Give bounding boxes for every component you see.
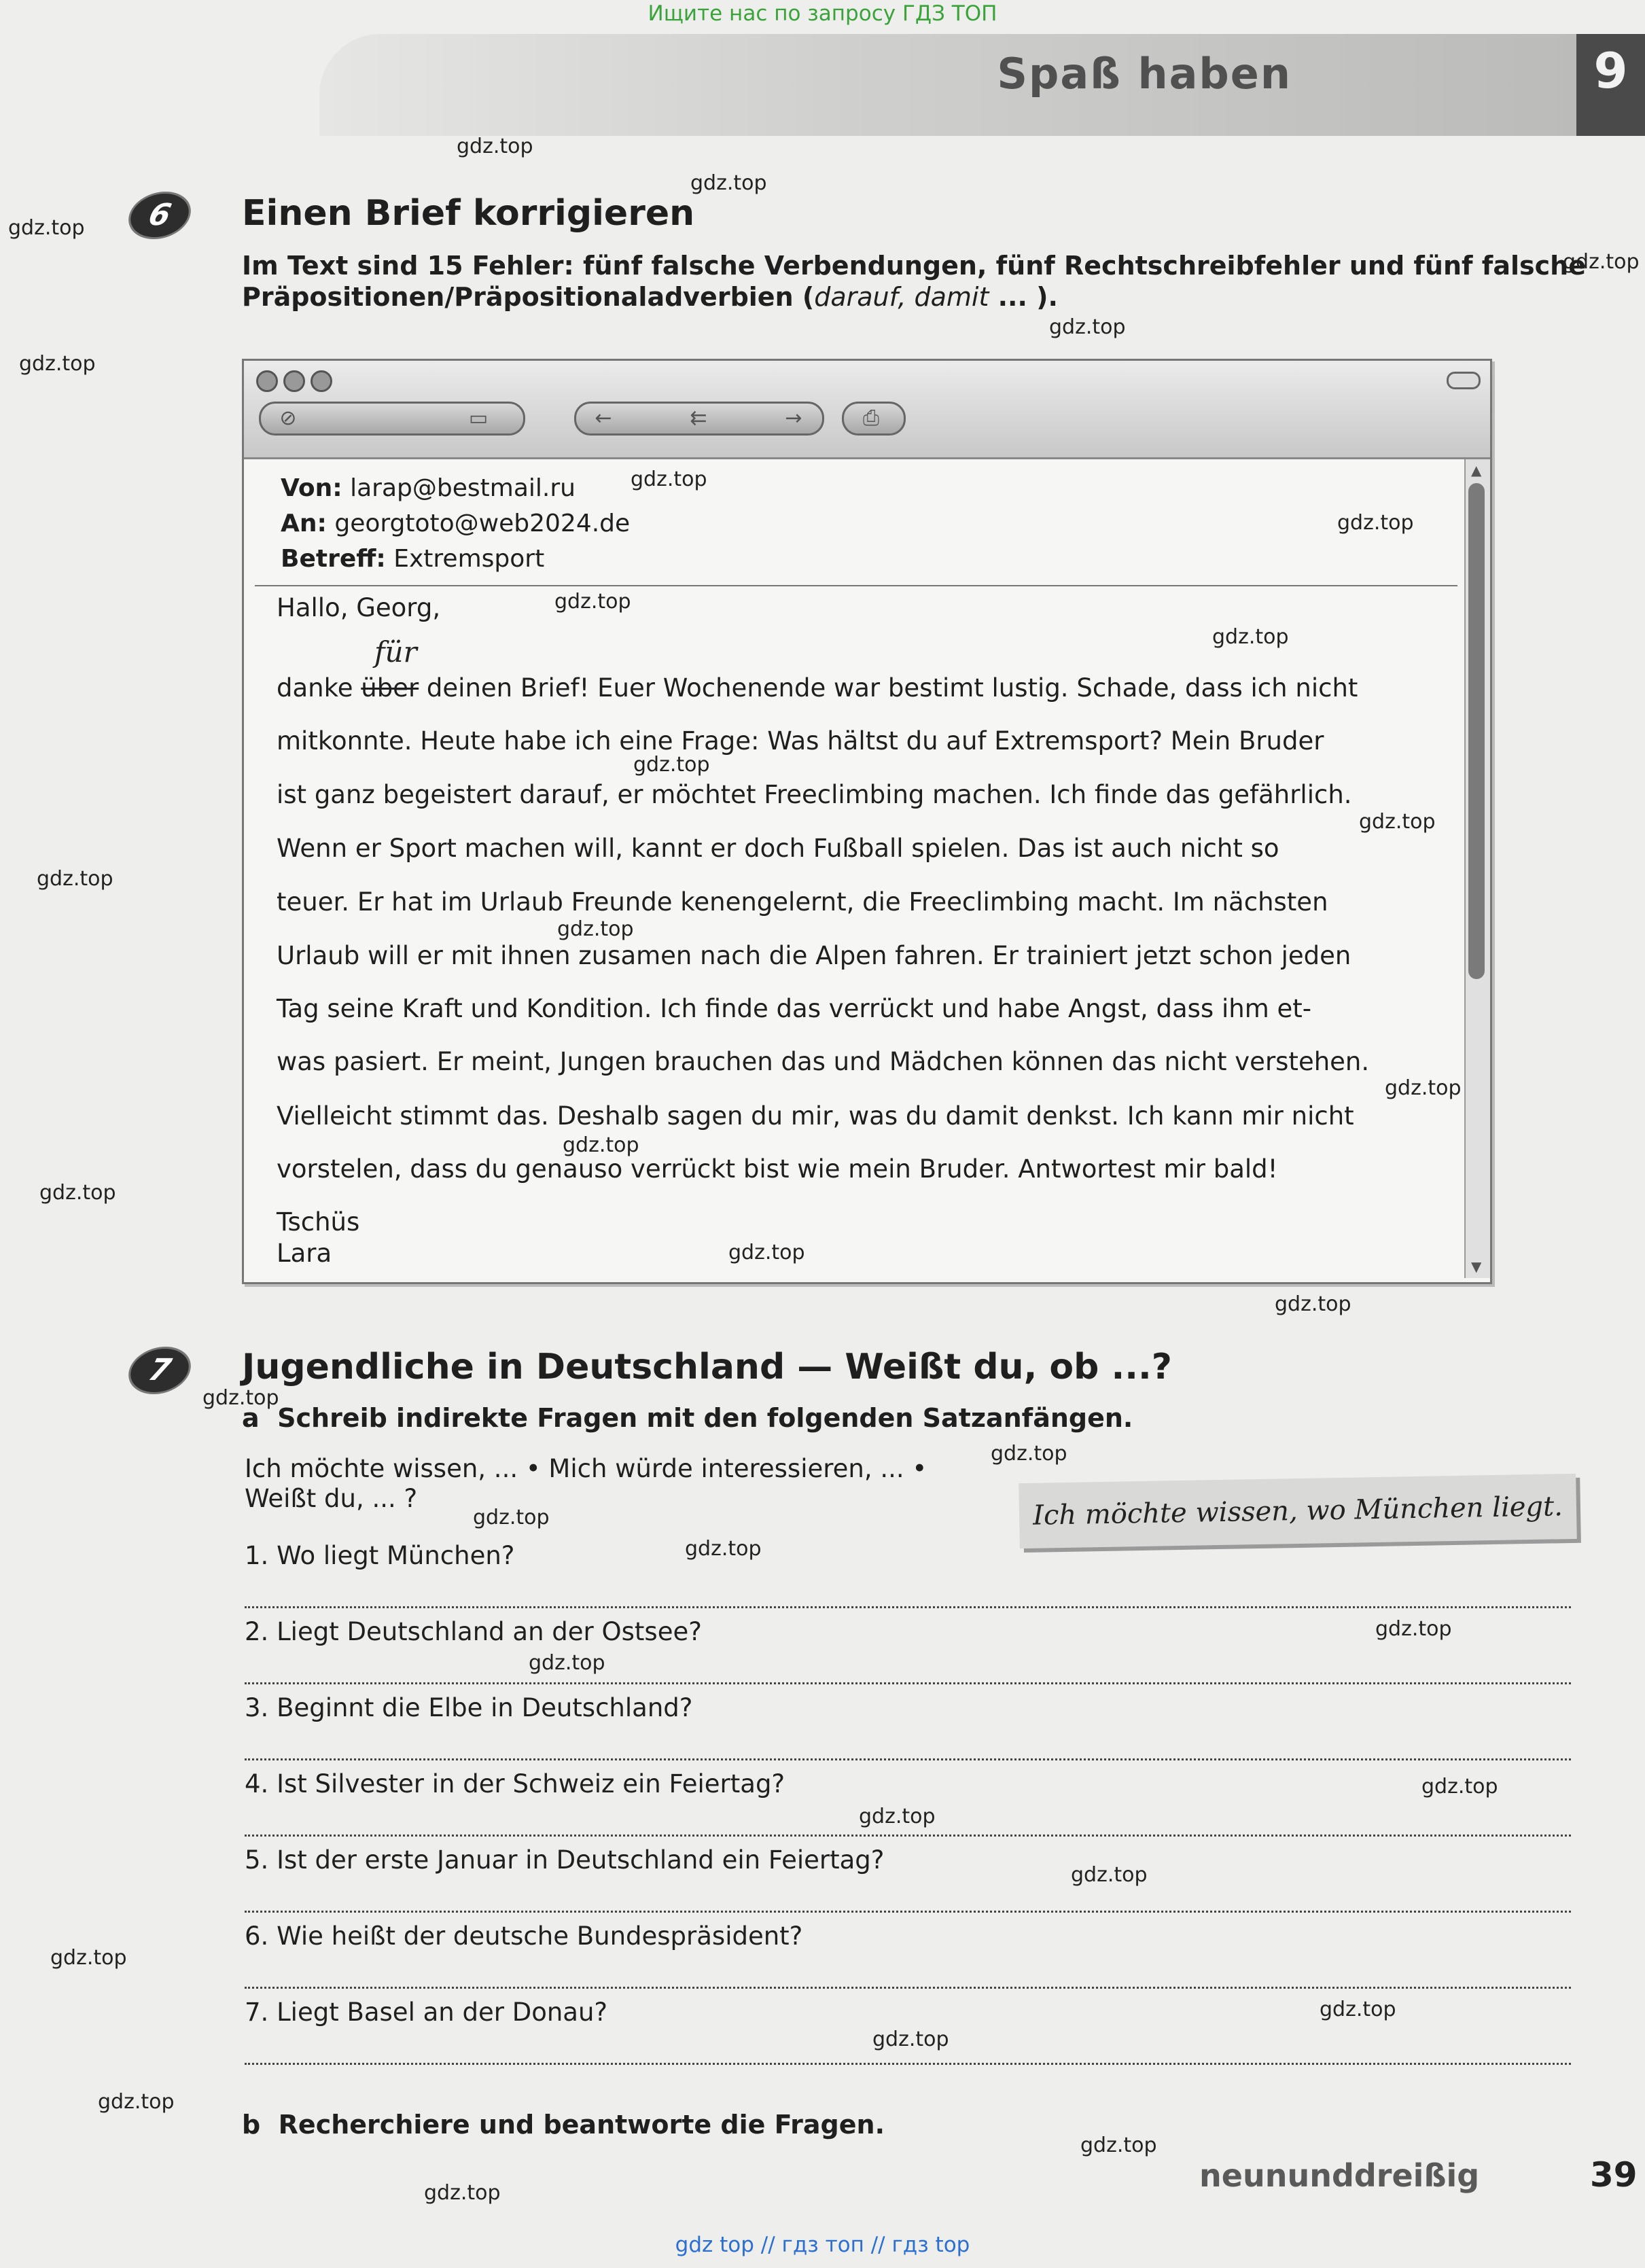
- email-signature: Lara: [277, 1239, 332, 1268]
- reply-all-icon[interactable]: ⇇: [690, 406, 707, 430]
- watermark: gdz.top: [457, 135, 533, 158]
- question-5: 5. Ist der erste Januar in Deutschland ein Feiertag?: [245, 1845, 885, 1875]
- reply-icon[interactable]: ←: [595, 406, 612, 430]
- exercise-6-badge: 6: [123, 192, 196, 239]
- answer-line-4[interactable]: [245, 1835, 1571, 1837]
- watermark: gdz.top: [631, 467, 707, 491]
- forward-icon[interactable]: →: [785, 406, 802, 430]
- watermark: gdz.top: [554, 590, 631, 614]
- email-subject: Betreff: Extremsport: [281, 545, 545, 573]
- chapter-title: Spaß haben: [997, 49, 1292, 99]
- print-button[interactable]: [842, 402, 906, 436]
- watermark: gdz.top: [1080, 2133, 1157, 2157]
- answer-line-3[interactable]: [245, 1758, 1571, 1760]
- window-zoom-dot[interactable]: [311, 370, 332, 392]
- exercise-6-instruction-line2: Präpositionen/Präpositionaladverbien (darauf, damit ... ).: [242, 282, 1058, 312]
- email-line: Urlaub will er mit ihnen zusamen nach die Alpen fahren. Er trainiert jetzt schon jeden: [277, 941, 1351, 970]
- email-header-divider: [255, 585, 1457, 586]
- watermark: gdz.top: [1275, 1292, 1351, 1316]
- question-4: 4. Ist Silvester in der Schweiz ein Feiertag?: [245, 1769, 785, 1799]
- scrollbar-thumb[interactable]: [1468, 483, 1485, 979]
- reply-forward-buttons: [574, 402, 824, 436]
- email-toolbar: [244, 361, 1490, 459]
- watermark: gdz.top: [473, 1506, 550, 1529]
- answer-line-1[interactable]: [245, 1606, 1571, 1608]
- watermark: gdz.top: [991, 1442, 1067, 1466]
- watermark: gdz.top: [557, 917, 634, 941]
- watermark: gdz.top: [690, 171, 767, 195]
- email-line: was pasiert. Er meint, Jungen brauchen das und Mädchen können das nicht verstehen.: [277, 1047, 1370, 1076]
- watermark: gdz.top: [872, 2027, 949, 2051]
- example-note: Ich möchte wissen, wo München liegt.: [1019, 1474, 1577, 1548]
- page-number: 39: [1590, 2155, 1638, 2195]
- save-icon[interactable]: ▭: [468, 406, 489, 430]
- exercise-7b-instruction: b Recherchiere und beantworte die Fragen.: [242, 2110, 885, 2140]
- email-line: vorstelen, dass du genauso verrückt bist wie mein Bruder. Antwortest mir bald!: [277, 1154, 1278, 1184]
- watermark: gdz.top: [8, 216, 85, 240]
- email-scrollbar[interactable]: [1464, 459, 1490, 1278]
- watermark: gdz.top: [1421, 1775, 1498, 1799]
- email-line: Vielleicht stimmt das. Deshalb sagen du mir, was du damit denkst. Ich kann mir nicht: [277, 1101, 1354, 1131]
- watermark: gdz.top: [1563, 250, 1640, 274]
- handwritten-correction: für: [374, 635, 417, 669]
- watermark: gdz.top: [633, 753, 710, 777]
- watermark: gdz.top: [1049, 315, 1126, 339]
- sentence-starters-line1: Ich möchte wissen, ... • Mich würde interessieren, ... •: [245, 1454, 927, 1483]
- watermark: gdz.top: [1385, 1076, 1462, 1100]
- watermark: gdz.top: [98, 2090, 175, 2114]
- email-line: mitkonnte. Heute habe ich eine Frage: Was hältst du auf Extremsport? Mein Bruder: [277, 726, 1324, 756]
- watermark: gdz.top: [1320, 1998, 1396, 2021]
- answer-line-6[interactable]: [245, 1987, 1571, 1989]
- question-2: 2. Liegt Deutschland an der Ostsee?: [245, 1617, 702, 1646]
- email-greeting: Hallo, Georg,: [277, 593, 441, 622]
- watermark: gdz.top: [1071, 1863, 1148, 1887]
- toolbar-toggle-button[interactable]: [1447, 372, 1481, 389]
- watermark: gdz.top: [424, 2181, 501, 2205]
- question-7: 7. Liegt Basel an der Donau?: [245, 1998, 608, 2027]
- delete-save-buttons: [259, 402, 525, 436]
- scroll-up-icon[interactable]: ▲: [1471, 462, 1482, 478]
- answer-line-5[interactable]: [245, 1911, 1571, 1913]
- answer-line-2[interactable]: [245, 1682, 1571, 1684]
- bottom-links[interactable]: gdz top // гдз топ // гдз top: [675, 2233, 970, 2257]
- delete-icon[interactable]: ⊘: [279, 406, 297, 430]
- question-1: 1. Wo liegt München?: [245, 1541, 515, 1570]
- email-line: ist ganz begeistert darauf, er möchtet Freeclimbing machen. Ich finde das gefährlich.: [277, 780, 1352, 809]
- email-line-1: danke über deinen Brief! Euer Wochenende war bestimt lustig. Schade, dass ich nicht: [277, 673, 1358, 703]
- watermark: gdz.top: [37, 867, 113, 891]
- exercise-7a-instruction: a Schreib indirekte Fragen mit den folgenden Satzanfängen.: [242, 1403, 1133, 1433]
- watermark: gdz.top: [1359, 810, 1436, 834]
- page-number-word: neununddreißig: [1199, 2157, 1480, 2194]
- watermark: gdz.top: [529, 1651, 605, 1675]
- exercise-6-instruction-line1: Im Text sind 15 Fehler: fünf falsche Verbendungen, fünf Rechtschreibfehler und fünf falsche: [242, 251, 1586, 281]
- watermark: gdz.top: [1375, 1617, 1452, 1641]
- email-window: [242, 359, 1492, 1284]
- window-minimize-dot[interactable]: [283, 370, 305, 392]
- email-from: Von: larap@bestmail.ru: [281, 474, 576, 502]
- email-closing: Tschüs: [277, 1207, 360, 1237]
- watermark: gdz.top: [1337, 511, 1414, 535]
- chapter-number: 9: [1593, 42, 1628, 99]
- exercise-6-title: Einen Brief korrigieren: [242, 193, 695, 234]
- watermark: gdz.top: [50, 1946, 127, 1970]
- answer-line-7[interactable]: [245, 2063, 1571, 2065]
- watermark: gdz.top: [1212, 625, 1289, 649]
- watermark: gdz.top: [563, 1133, 639, 1157]
- watermark: gdz.top: [859, 1805, 936, 1828]
- print-icon: ⎙: [863, 406, 879, 430]
- sentence-starters-line2: Weißt du, ... ?: [245, 1484, 418, 1513]
- email-line: teuer. Er hat im Urlaub Freunde kenengelernt, die Freeclimbing macht. Im nächsten: [277, 887, 1328, 917]
- question-3: 3. Beginnt die Elbe in Deutschland?: [245, 1693, 693, 1722]
- exercise-7-title: Jugendliche in Deutschland — Weißt du, ob ...?: [242, 1347, 1172, 1387]
- watermark: gdz.top: [39, 1181, 116, 1205]
- watermark: gdz.top: [202, 1386, 279, 1410]
- email-to: An: georgtoto@web2024.de: [281, 510, 631, 537]
- email-line: Tag seine Kraft und Kondition. Ich finde das verrückt und habe Angst, dass ihm et-: [277, 994, 1312, 1023]
- scroll-down-icon[interactable]: ▼: [1471, 1258, 1482, 1275]
- watermark: gdz.top: [19, 352, 96, 376]
- window-close-dot[interactable]: [256, 370, 278, 392]
- question-6: 6. Wie heißt der deutsche Bundespräsident?: [245, 1921, 803, 1951]
- watermark: gdz.top: [728, 1241, 805, 1264]
- header-band: [319, 34, 1645, 136]
- top-banner[interactable]: Ищите нас по запросу ГДЗ ТОП: [648, 1, 997, 26]
- exercise-7-badge: 7: [123, 1347, 196, 1394]
- watermark: gdz.top: [685, 1537, 762, 1561]
- email-line: Wenn er Sport machen will, kannt er doch Fußball spielen. Das ist auch nicht so: [277, 834, 1279, 863]
